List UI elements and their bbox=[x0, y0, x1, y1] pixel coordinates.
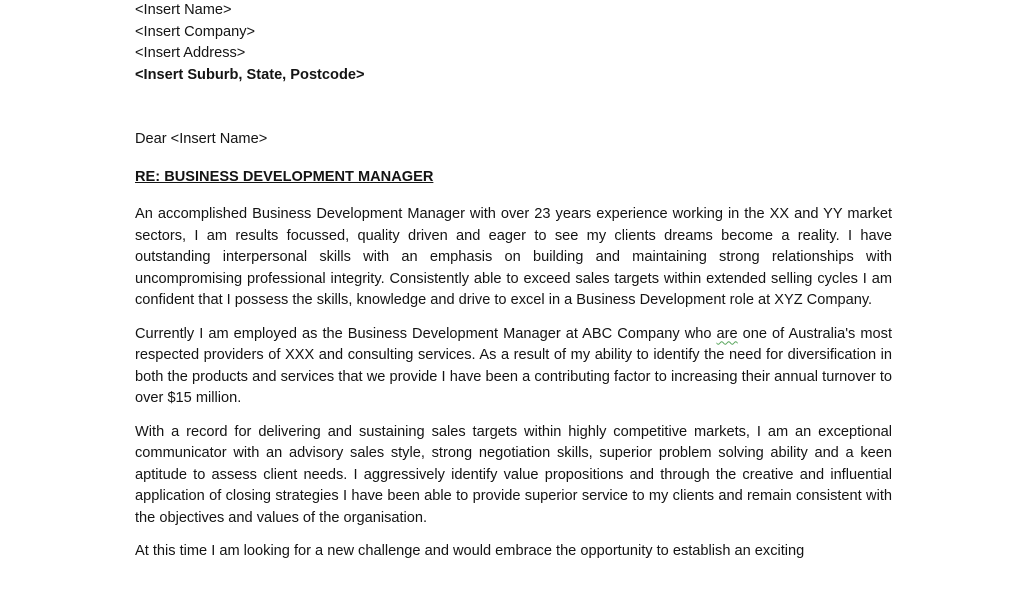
body-paragraph-4: At this time I am looking for a new challenge and would embrace the opportunity to establish an exciting bbox=[135, 543, 805, 559]
subject-line: RE: BUSINESS DEVELOPMENT MANAGER bbox=[135, 168, 434, 185]
recipient-name: <Insert Name> bbox=[135, 2, 232, 18]
body-paragraph-3: With a record for delivering and sustaining sales targets within highly competitive markets, I am an exceptional communicator with an advisory sales style, strong negotiation skills, superior problem solving ability and a keen aptitude to assess client needs. I aggressively identify value propositions and through the creative and influential application of closing strategies I have been able to provide superior service to my clients and remain consistent with the objectives and values of the organisation. bbox=[135, 423, 892, 526]
recipient-address: <Insert Address> bbox=[135, 45, 246, 61]
recipient-address-block bbox=[135, 0, 892, 86]
recipient-company: <Insert Company> bbox=[135, 23, 256, 40]
recipient-suburb-state-postcode: <Insert Suburb, State, Postcode> bbox=[135, 66, 365, 83]
spellcheck-flagged-word: are bbox=[716, 325, 738, 342]
body-paragraph-2 bbox=[135, 324, 892, 410]
salutation: Dear <Insert Name> bbox=[135, 131, 268, 147]
body-paragraph-2-end: one of Australia's most respected providers of XXX and consulting services. As a result of my ability to identify the need for diversification in both the products and services that we provide I have been a contributing factor to increasing their annual turnover to over $15 million. bbox=[135, 325, 892, 406]
body-paragraph-2-start: Currently I am employed as the Business Development Manager at ABC Company who bbox=[135, 325, 717, 342]
body-paragraph-1: An accomplished Business Development Manager with over 23 years experience working in the XX and YY market sectors, I am results focussed, quality driven and eager to see my clients dreams become a reality. I have outstanding interpersonal skills with an emphasis on building and maintaining strong relationships with uncompromising professional integrity. Consistently able to exceed sales targets within extended selling cycles I am confident that I possess the skills, knowledge and drive to excel in a Business Development role at XYZ Company. bbox=[135, 206, 892, 308]
cover-letter bbox=[135, 0, 892, 563]
